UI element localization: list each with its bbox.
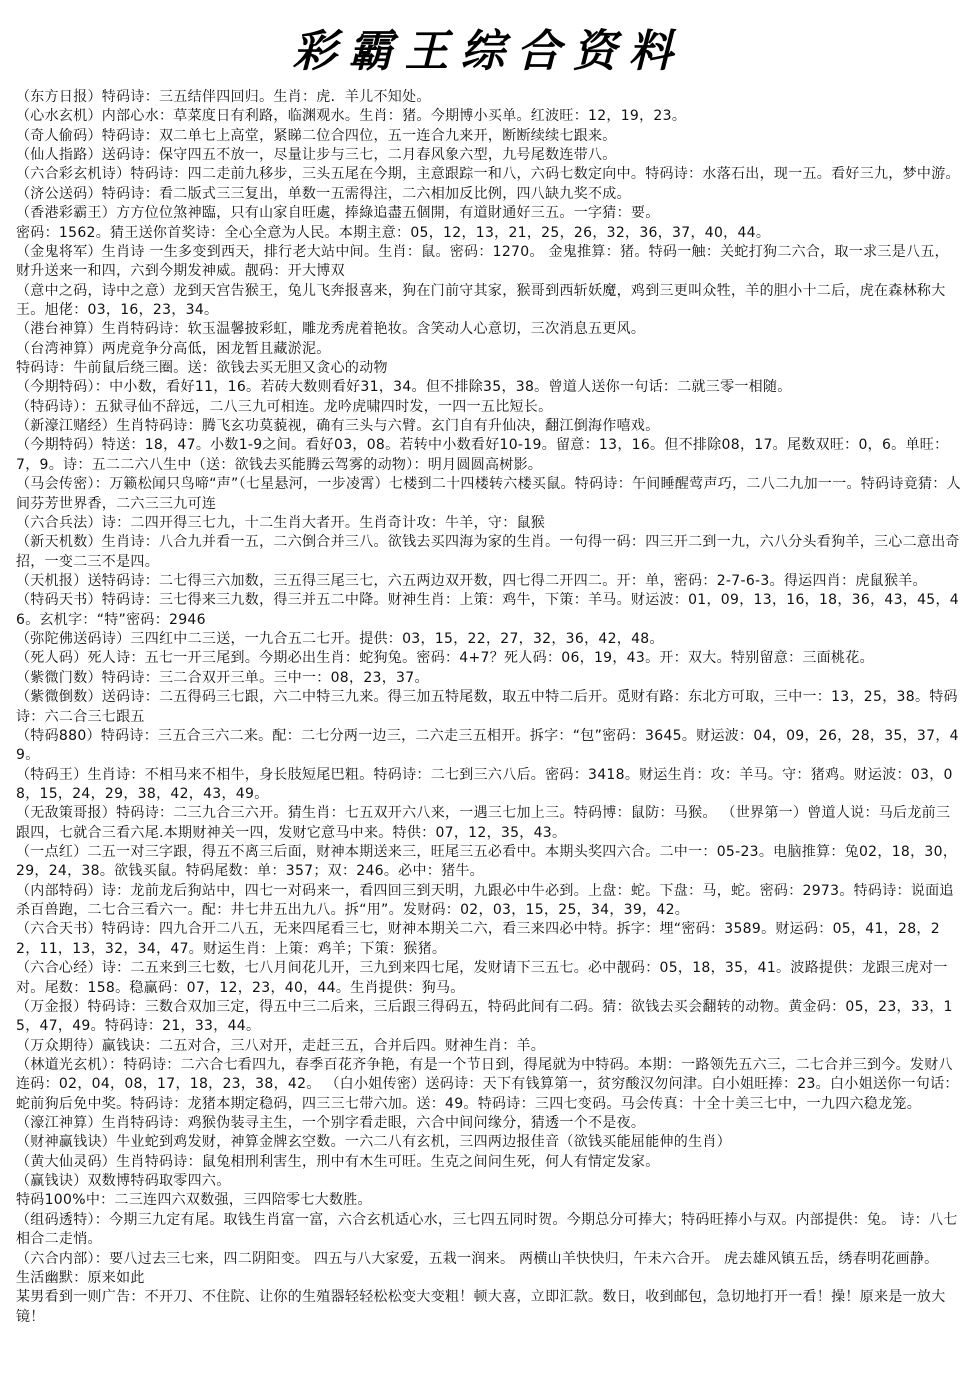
entry: （心水玄机）内部心水：草菜度日有利路，临渊观水。生肖：猪。今期博小买单。红波旺：12，19，23。 <box>16 108 687 125</box>
entry: （特码诗）：五狱寻仙不辞远，二八三九可相连。龙吟虎啸四时发，一四一五比短长。 <box>16 398 553 415</box>
entry: （万金报）特码诗：三数合双加三定，得五中三二后来，三后跟三得码五，特码此间有二码。猜：欲钱去买会翻转的动物。黄金码：05，23，33，15，47，49。特码诗：21，33，44。 <box>16 998 953 1035</box>
entry: （林道光玄机）：特码诗：二六合七看四九，春季百花齐争艳，有是一个节日到，得尾就为中特码。本期：一路领先五六三，二七合并三到今。发财八连码：02，04，08，17，18，23，38，42。 （白小姐传密）送码诗：天下有钱算第一，贫穷酸汉勿问津。白小姐旺捧：23。白小姐送你一句话：蛇前狗后免中奖。特码诗：龙猪本期定稳码，四三三七带六加。送：49。特码诗：三四七变码。马会传真：十全十美三七中，一九四六稳龙笼。 <box>16 1056 959 1112</box>
entry: （港台神算）生肖特码诗：软玉温馨披彩虹，雕龙秀虎着艳妆。含笑动人心意切，三次消息五更风。 <box>16 321 646 338</box>
entry: （一点红）二五一对三字跟，得五不离三后面，财神本期送来三，旺尾三五必看中。本期头奖四六合。二中一：05-23。电脑推算：兔02，18，30，29，24，38。欲钱买鼠。特码尾数：单：357；双：246。必中：猪牛。 <box>16 844 958 880</box>
entry: （金鬼将军）生肖诗 一生多变到西天，排行老大站中间。生肖：鼠。密码：1270。 金鬼推算：猪。特码一触：关蛇打狗二六合，取一求三是八五，财升送来一和四，六到今期发神威。靓码：开大博双 <box>16 243 949 280</box>
entry: 特码100%中：二三连四六双数强，三四陪零七大数胜。 <box>16 1192 372 1209</box>
entry: （特码880）特码诗：三五合三六二来。配：二七分两一边三，二六走三五相开。拆字：“包”密码：3645。财运波：04，09，26，28，35，37，49。 <box>16 727 959 764</box>
entry: （组码透特）：今期三九定有尾。取钱生肖富一富，六合玄机适心水，三七四五同时贺。今期总分可捧大；特码旺捧小与双。内部提供：兔。 诗：八七相合二走悄。 <box>16 1211 958 1248</box>
entry: （黄大仙灵码）生肖特码诗：鼠兔相刑利害生，刑中有木生可旺。生克之间问生死，何人有情定发家。 <box>16 1153 660 1170</box>
entry: （特码天书）特码诗：三七得来三九数，得三并五二中降。财神生肖：上策：鸡牛，下策：羊马。财运波：01，09，13，16，18，36，43，45，46。玄机字：“特”密码：2946 <box>16 592 960 628</box>
entry: （六合内部）：要八过去三七来，四二阴阳变。 四五与八大家爱，五栽一润来。 两横山羊快快归，午未六合开。 虎去雄风镇五岳，绣春明花画静。 <box>16 1250 939 1267</box>
entry: （新天机数）生肖诗：八合九并看一五，二六倒合并三八。欲钱去买四海为家的生肖。一句得一码：四三开二到一九，六八分头看狗羊，三心二意出奇招，一变二三不是四。 <box>16 534 960 570</box>
entry: （天机报）送特码诗：二七得三六加数，三五得三尾三七，六五两边双开数，四七得二开四二。开：单，密码：2-7-6-3。得运四肖：虎鼠猴羊。 <box>16 572 927 589</box>
entry: （濠江神算）生肖特码诗：鸡猴伪装寻主生，一个别字看走眼，六合中间问缘分，猜透一个不是夜。 <box>16 1115 646 1132</box>
entry: （今期特码）：中小数，看好11，16。若砖大数则看好31，34。但不排除35，38。曾道人送你一句话：二就三零一相随。 <box>16 379 792 396</box>
entry: （今期特码）特送：18，47。小数1-9之间。看好03，08。若转中小数看好10-19。留意：13，16。但不排除08，17。尾数双旺：0，6。单旺：7，9。诗：五二二六八生中（送：欲钱去买能腾云驾雾的动物）：明月圆圆高树影。 <box>16 437 949 473</box>
entry: （紫微倒数）送码诗：二五得码三七跟，六二中特三九来。得三加五特尾数，取五中特二后开。觅财有路：东北方可取，三中一：13，25，38。特码诗：六二合三七跟五 <box>16 689 958 725</box>
entry: 特码诗：牛前鼠后绕三圈。送：欲钱去买无胆又贪心的动物 <box>16 360 388 377</box>
entry: （奇人偷码）特码诗：双二单七上高堂，紧睇二位合四位，五一连合九来开，断断续续七跟来。 <box>16 127 617 144</box>
document-body <box>16 88 961 1327</box>
entry: （马会传密）：万籁松闻只鸟啼“声”（七星悬河，一步凌霄）七楼到二十四楼转六楼买鼠。特码诗：午间睡醒莺声巧，二八二九加一一。特码诗竟猜：人间芬芳世界香，二六三三九可连 <box>16 476 961 512</box>
entry: （万众期待）赢钱诀：二五对合，三八对开，走赶三五，合并后四。财神生肖：羊。 <box>16 1037 546 1054</box>
entry: （济公送码）特码诗：看二版式三三复出，单数一五需得注，二六相加反比例，四八缺九奖不成。 <box>16 185 631 202</box>
entry: 密码：1562。猜王送你首奖诗：全心全意为人民。本期主意：05，12，13，21，25，26，32，36，37，40，44。 <box>16 224 771 241</box>
entry: （六合天书）特码诗：四九合开二八五，无来四尾看三七，财神本期关二六，看三来四必中特。拆字：埋“密码：3589。财运码：05，41，28，22，11，13，32，34，47。财运生肖：上策：鸡羊；下策：猴猪。 <box>16 921 940 957</box>
entry: 生活幽默：原来如此 <box>16 1269 145 1286</box>
entry: （东方日报）特码诗：三五结伴四回归。生肖：虎．羊儿不知处。 <box>16 89 431 105</box>
entry: （特码王）生肖诗：不相马来不相牛，身长肢短尾巴粗。特码诗：二七到三六八后。密码：3418。财运生肖：攻：羊马。守：猪鸡。财运波：03，08，15，24，29，38，42，43，49。 <box>16 766 953 802</box>
entry: （仙人指路）送码诗：保守四五不放一，尽量让步与三七，二月春风象六型，九号尾数连带八。 <box>16 147 617 164</box>
entry: （意中之码，诗中之意）龙到天宫告猴王，兔儿飞奔报喜来，狗在门前守其家，猴哥到西斩妖魔，鸡到三更叫众牲，羊的胆小十二后，虎在森林称大王。旭佬：03，16，23，34。 <box>16 282 946 318</box>
entry: （六合彩玄机诗）特码诗：四二走前九移步，三头五尾在今期，主意跟踪一和八，六码七数定向中。特码诗：水落石出，现一五。看好三九，梦中游。 <box>16 166 960 183</box>
page-title: 彩霸王综合资料 <box>292 26 685 77</box>
entry: （六合心经）诗：二五来到三七数，七八月间花儿开，三九到来四七尾，发财请下三五七。必中靓码：05，18，35，41。波路提供：龙跟三虎对一对。尾数：158。稳赢码：07，12，23，40，44。生肖提供：狗马。 <box>16 960 948 996</box>
entry: （财神赢钱诀）牛业蛇到鸡发财，神算金牌玄空数。一六二八有玄机，三四两边报佳音（欲钱买能屈能伸的生肖） <box>16 1134 731 1151</box>
entry: （无敌策哥报）特码诗：二三九合三六开。猜生肖：七五双开六八来，一遇三七加上三。特码博：鼠防：马猴。 （世界第一）曾道人说：马后龙前三跟四，七就合三看六尾.本期财神关一四，发财它意马中来。特供：07，12，35，43。 <box>16 805 951 841</box>
entry: （内部特码）诗：龙前龙后狗站中，四七一对码来一，看四回三到天明，九跟必中牛必到。上盘：蛇。下盘：马，蛇。密码：2973。特码诗：说面追杀百兽跑，二七合三看六一。配：井七井五出九八。拆“用”。发财码：02，03，15，25，34，39，42。 <box>16 882 954 919</box>
entry: 某男看到一则广告：不开刀、不住院、让你的生殖器轻轻松松变大变粗！顿大喜，立即汇款。数日，收到邮包，急切地打开一看！操！原来是一放大镜！ <box>16 1289 946 1325</box>
entry: （死人码）死人诗：五七一开三尾到。今期必出生肖：蛇狗兔。密码：4+7？死人码：06，19，43。开：双大。特别留意：三面桃花。 <box>16 650 874 667</box>
entry: （台湾神算）两虎竟争分高低，困龙暂且藏淤泥。 <box>16 340 331 357</box>
entry: （香港彩霸王）方方位位煞神臨，只有山家自旺處，捧綠追盡五個開，有道財通好三五。一字猜：要。 <box>16 205 660 222</box>
entry: （赢钱诀）双数博特码取零四六。 <box>16 1173 231 1190</box>
entry: （弥陀佛送码诗）三四红中二三送，一九合五二七开。提供：03，15，22，27，32，36，42，48。 <box>16 631 664 648</box>
entry: （紫微门数）特码诗：三二合双开三单。三中一：08，23，37。 <box>16 669 429 686</box>
entry: （新濠江赌经）生肖特码诗：腾飞玄功莫藐视，确有三头与六臂。玄门自有升仙决，翻江倒海作嘻戏。 <box>16 418 660 435</box>
entry: （六合兵法）诗：二四开得三七九，十二生肖大者开。生肖奇计攻：牛羊，守：鼠猴 <box>16 514 546 531</box>
